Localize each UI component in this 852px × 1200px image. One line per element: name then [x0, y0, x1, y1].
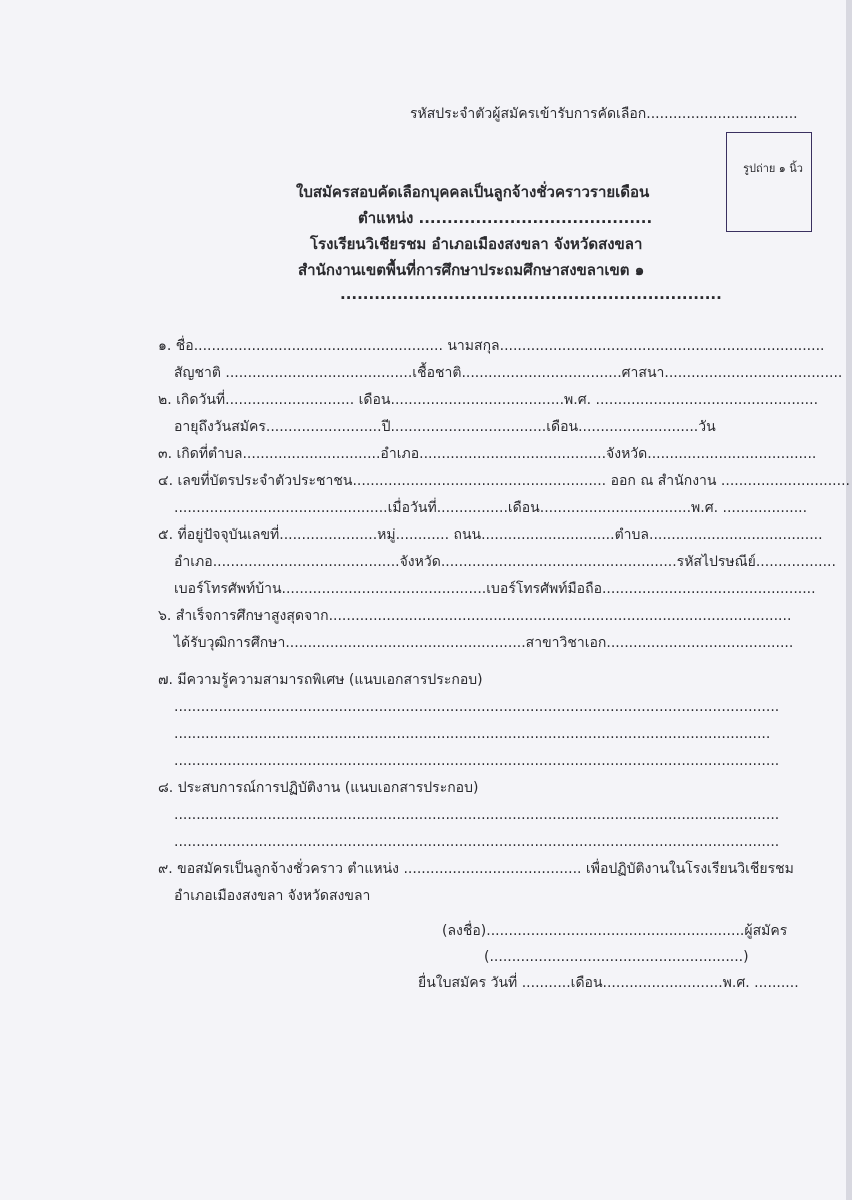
form-line: ๘. ประสบการณ์การปฏิบัติงาน (แนบเอกสารประกอบ): [158, 780, 479, 796]
form-title: ใบสมัครสอบคัดเลือกบุคคลเป็นลูกจ้างชั่วคราวรายเดือน: [296, 183, 650, 201]
signature-name-line: (.........................................................): [484, 949, 749, 965]
header-dotted-line: ...................................................................: [340, 285, 722, 303]
form-line: ........................................................................................................................................: [174, 834, 780, 850]
signature-line: (ลงชื่อ)..........................................................ผู้สมัคร: [442, 923, 788, 939]
form-line: ๒. เกิดวันที่............................. เดือน.......................................พ.ศ. ..................................................: [158, 392, 819, 408]
form-line: อายุถึงวันสมัคร..........................ปี...................................เดือน...........................วัน: [174, 419, 716, 435]
form-line: ได้รับวุฒิการศึกษา......................................................สาขาวิชาเอก..........................................: [174, 635, 794, 651]
page-edge: [846, 0, 852, 1200]
form-line: สัญชาติ ..........................................เชื้อชาติ....................................ศาสนา........................................: [174, 365, 843, 381]
form-line: ........................................................................................................................................: [174, 753, 780, 769]
school-line: โรงเรียนวิเชียรชม อำเภอเมืองสงขลา จังหวัดสงขลา: [310, 235, 643, 253]
form-line: อำเภอ..........................................จังหวัด.....................................................รหัสไปรษณีย์..................: [174, 554, 836, 570]
photo-box: [726, 132, 812, 232]
form-line: ๓. เกิดที่ตำบล...............................อำเภอ..........................................จังหวัด......................................: [158, 446, 817, 462]
form-line: เบอร์โทรศัพท์บ้าน..............................................เบอร์โทรศัพท์มือถือ................................................: [174, 581, 816, 597]
form-line: ........................................................................................................................................: [174, 699, 780, 715]
submission-date-line: ยื่นใบสมัคร วันที่ ...........เดือน...........................พ.ศ. ..........: [418, 975, 799, 991]
photo-label: รูปถ่าย ๑ นิ้ว: [743, 162, 803, 175]
position-line: ตำแหน่ง .........................................: [358, 209, 653, 227]
applicant-code-line: รหัสประจำตัวผู้สมัครเข้ารับการคัดเลือก..................................: [410, 106, 798, 122]
form-line: ๑. ชื่อ........................................................ นามสกุล.........................................................................: [158, 338, 825, 354]
form-line: ๖. สำเร็จการศึกษาสูงสุดจาก........................................................................................................: [158, 608, 792, 624]
form-line: ๔. เลขที่บัตรประจำตัวประชาชน......................................................... ออก ณ สำนักงาน .............................: [158, 473, 850, 489]
form-line: ๗. มีความรู้ความสามารถพิเศษ (แนบเอกสารประกอบ): [158, 672, 483, 688]
form-line: ........................................................................................................................................: [174, 807, 780, 823]
form-line: ......................................................................................................................................: [174, 726, 771, 742]
form-line: อำเภอเมืองสงขลา จังหวัดสงขลา: [174, 888, 371, 904]
office-line: สำนักงานเขตพื้นที่การศึกษาประถมศึกษาสงขลาเขต ๑: [298, 261, 645, 279]
form-line: ๙. ขอสมัครเป็นลูกจ้างชั่วคราว ตำแหน่ง ........................................ เพื่อปฏิบัติงานในโรงเรียนวิเชียรชม: [158, 861, 794, 877]
form-line: ๕. ที่อยู่ปัจจุบันเลขที่......................หมู่............ ถนน..............................ตำบล.......................................: [158, 527, 823, 543]
form-line: ................................................เมื่อวันที่................เดือน..................................พ.ศ. ...................: [174, 500, 808, 516]
